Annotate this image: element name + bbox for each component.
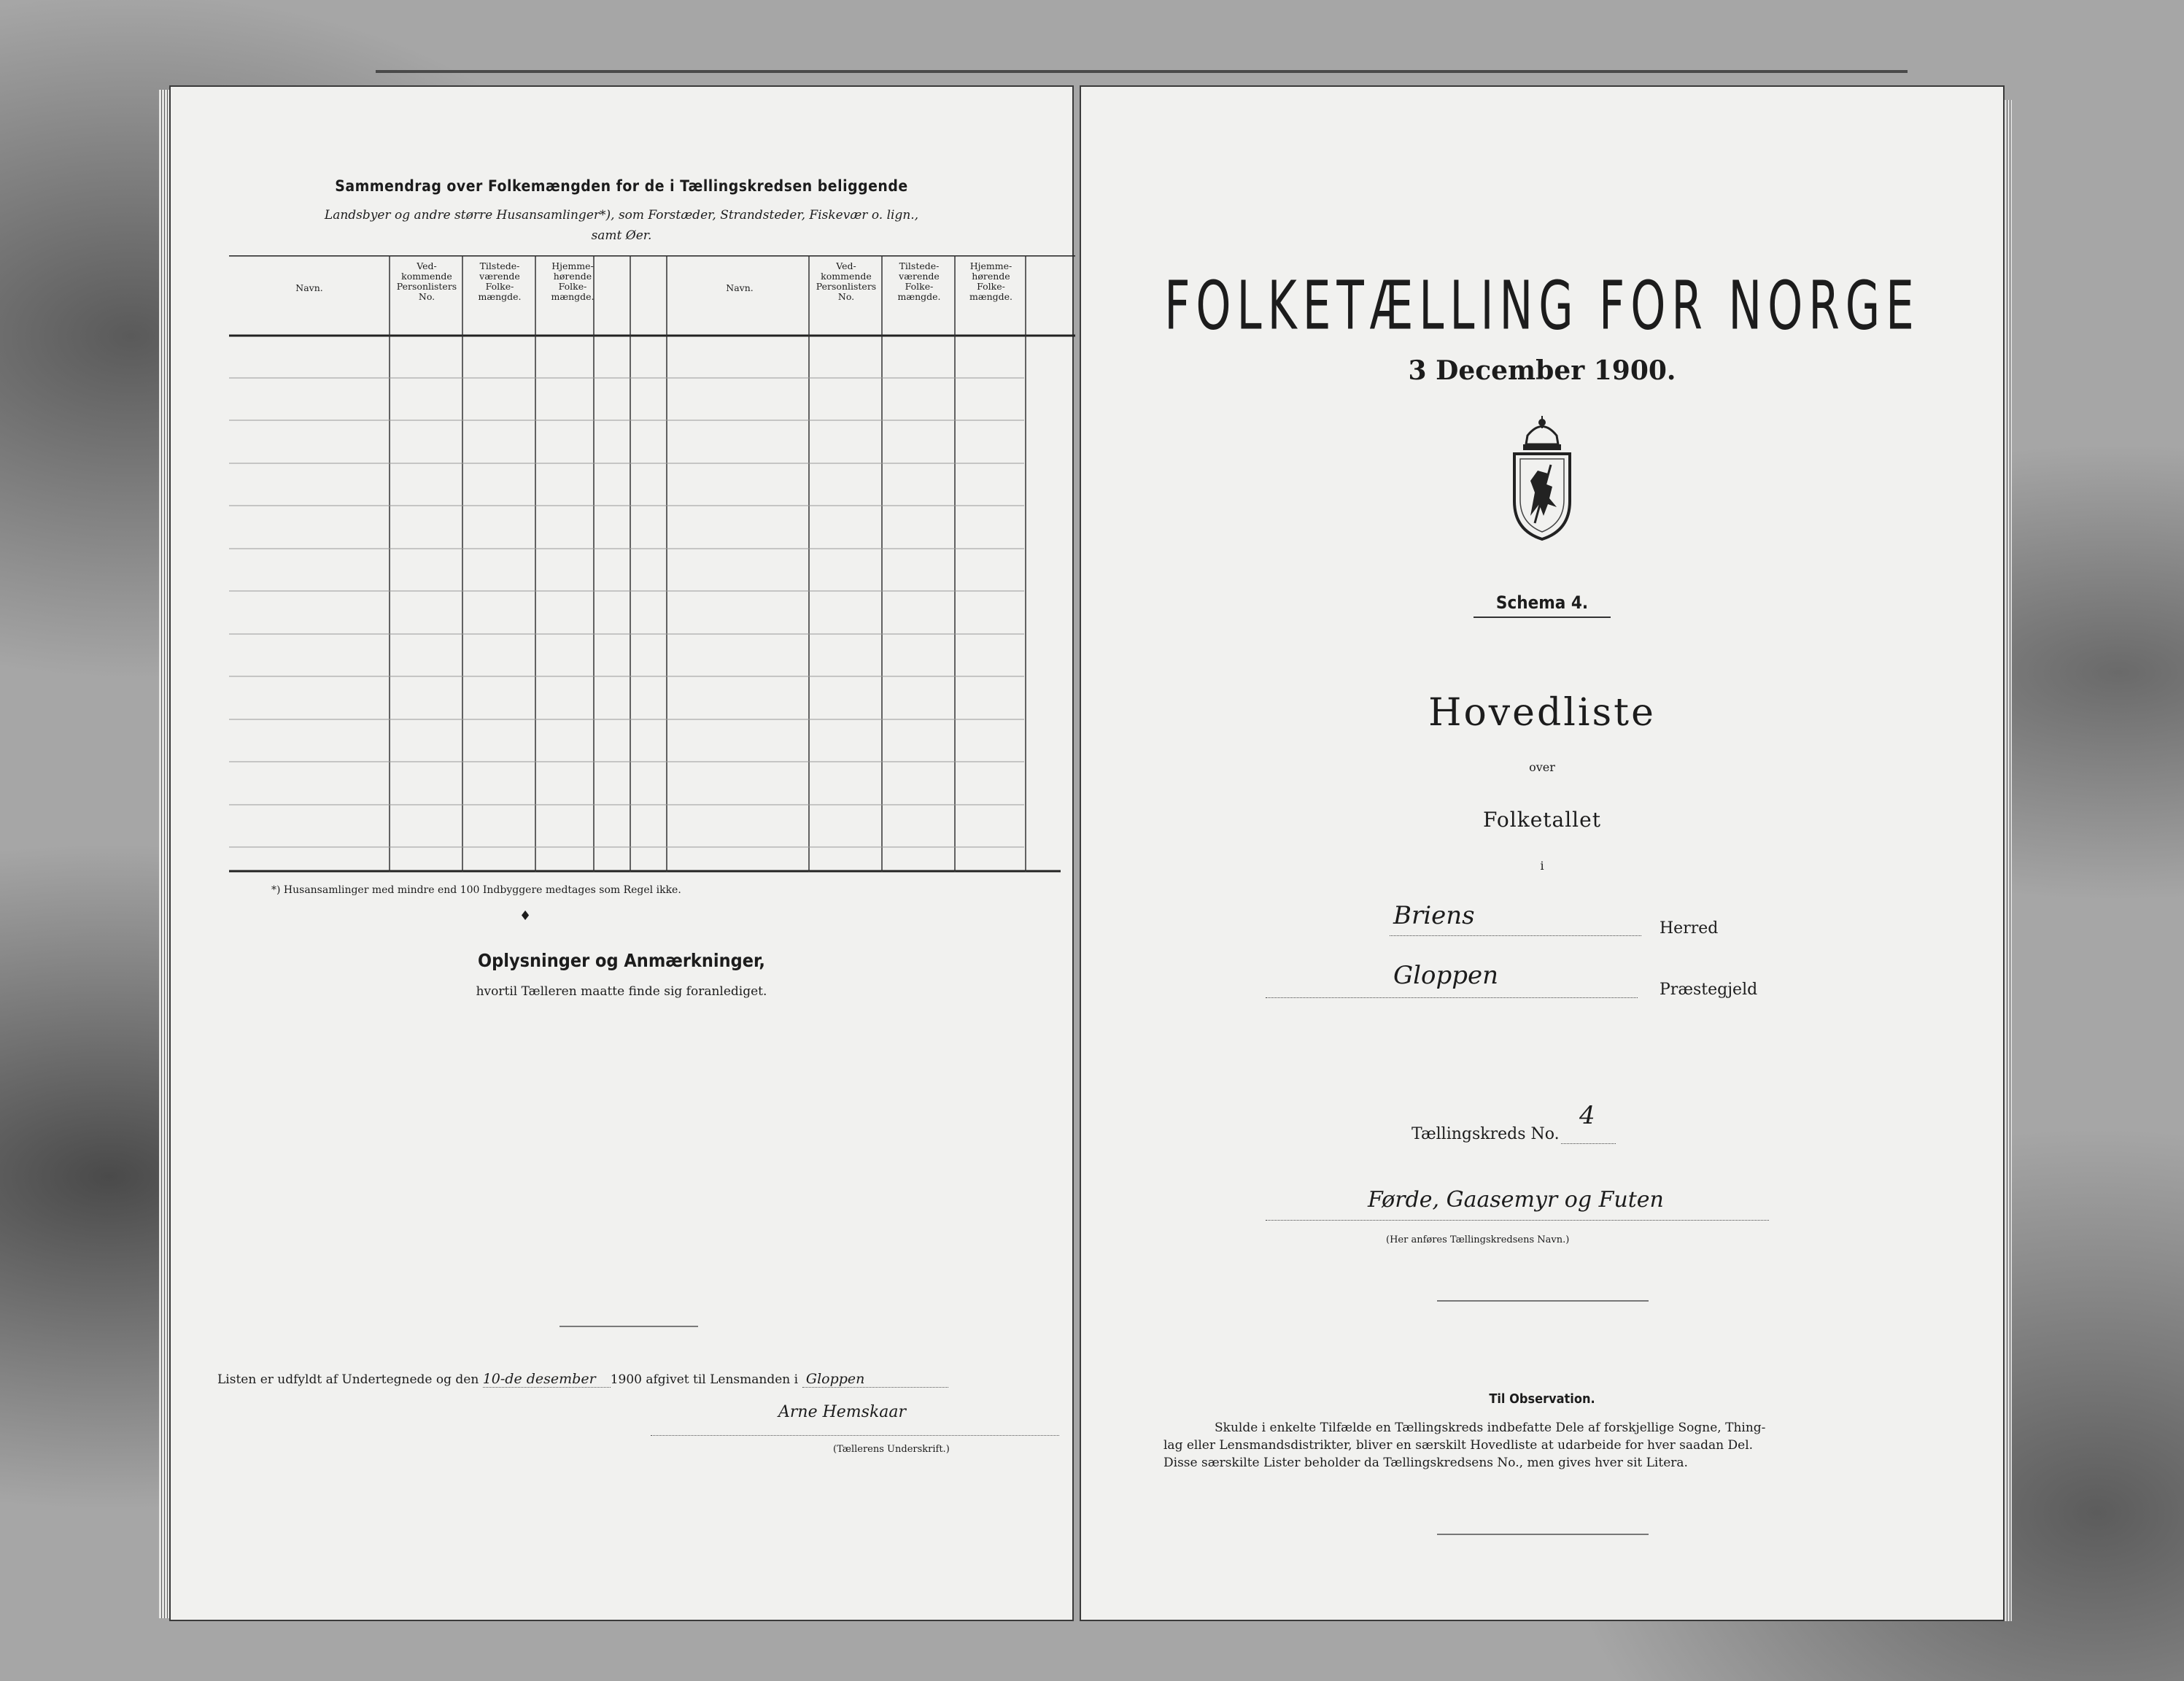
- listen-year: 1900: [610, 1372, 642, 1387]
- kreds-note: (Her anføres Tællingskredsens Navn.): [1386, 1234, 1570, 1245]
- over-label: over: [1529, 760, 1555, 774]
- document-title: FOLKETÆLLING FOR NORGE: [1164, 268, 1920, 346]
- oplysninger-title: Oplysninger og Anmærkninger,: [478, 950, 765, 971]
- census-date: 3 December 1900.: [1408, 355, 1676, 386]
- summary-subtitle-line1: Landsbyer og andre større Husansamlinger*), som Forstæder, Strandsteder, Fiskevær o. lign.,: [324, 208, 919, 223]
- header-tilstede-left: Tilstede- værende Folke- mængde.: [478, 260, 522, 302]
- divider: [559, 1326, 698, 1327]
- kreds-no-value: 4: [1579, 1101, 1595, 1130]
- listen-place: Gloppen: [805, 1371, 865, 1387]
- left-page: [169, 85, 1074, 1621]
- divider: [1437, 1300, 1649, 1302]
- listen-mid: afgivet til Lensmanden i: [646, 1372, 799, 1387]
- signature: Arne Hemskaar: [778, 1403, 907, 1421]
- i-label: i: [1540, 859, 1544, 873]
- prestegjeld-value: Gloppen: [1393, 961, 1499, 990]
- observation-line: Skulde i enkelte Tilfælde en Tællingskreds indbefatte Dele af forskjellige Sogne, Thing-: [1215, 1421, 1766, 1435]
- herred-value: Briens: [1393, 901, 1475, 930]
- divider: [1437, 1534, 1649, 1535]
- observation-line: Disse særskilte Lister beholder da Tællingskredsens No., men gives hver sit Litera.: [1163, 1456, 1688, 1470]
- header-vedkommende-right: Ved- kommende Personlisters No.: [816, 260, 877, 302]
- header-navn-right: Navn.: [726, 282, 754, 293]
- summary-table: [229, 255, 1075, 873]
- herred-label: Herred: [1660, 919, 1719, 938]
- header-navn-left: Navn.: [295, 282, 323, 293]
- header-vedkommende-left: Ved- kommende Personlisters No.: [396, 260, 457, 302]
- right-page: [1080, 85, 2005, 1621]
- header-hjemme-left: Hjemme- hørende Folke- mængde.: [551, 260, 595, 302]
- observation-line: lag eller Lensmandsdistrikter, bliver en særskilt Hovedliste at udarbeide for hver saadan Del.: [1163, 1438, 1754, 1453]
- summary-table-grid: [229, 255, 1075, 873]
- summary-title: Sammendrag over Folkemængden for de i Tællingskredsen beliggende: [335, 177, 908, 195]
- prestegjeld-label: Præstegjeld: [1660, 981, 1758, 999]
- binding-edge: [376, 70, 1908, 73]
- kreds-no-line: [1561, 1143, 1616, 1144]
- hovedliste-title: Hovedliste: [1428, 691, 1656, 735]
- schema-underline: [1474, 617, 1611, 618]
- listen-line: [217, 1371, 948, 1388]
- prestegjeld-line: [1266, 997, 1638, 998]
- oplysninger-subtitle: hvortil Tælleren maatte finde sig foranlediget.: [476, 984, 767, 999]
- listen-date: 10-de desember: [482, 1371, 596, 1387]
- schema-label: Schema 4.: [1495, 592, 1589, 613]
- ink-mark: ♦: [519, 908, 532, 924]
- coat-of-arms-icon: [1506, 414, 1579, 541]
- observation-text: [1163, 1419, 1915, 1472]
- herred-line: [1390, 935, 1641, 936]
- header-tilstede-right: Tilstede- værende Folke- mængde.: [897, 260, 941, 302]
- listen-prefix: Listen er udfyldt af Undertegnede og den: [217, 1372, 479, 1387]
- kreds-name-value: Førde, Gaasemyr og Futen: [1368, 1187, 1664, 1213]
- signature-label: (Tællerens Underskrift.): [833, 1444, 950, 1455]
- observation-title: Til Observation.: [1489, 1391, 1595, 1407]
- kreds-label: Tællingskreds No.: [1412, 1125, 1560, 1143]
- summary-subtitle-line2: samt Øer.: [591, 228, 652, 243]
- folketallet-label: Folketallet: [1483, 808, 1601, 832]
- kreds-name-line: [1266, 1220, 1769, 1221]
- footnote: *) Husansamlinger med mindre end 100 Indbyggere medtages som Regel ikke.: [271, 884, 681, 896]
- header-hjemme-right: Hjemme- hørende Folke- mængde.: [969, 260, 1013, 302]
